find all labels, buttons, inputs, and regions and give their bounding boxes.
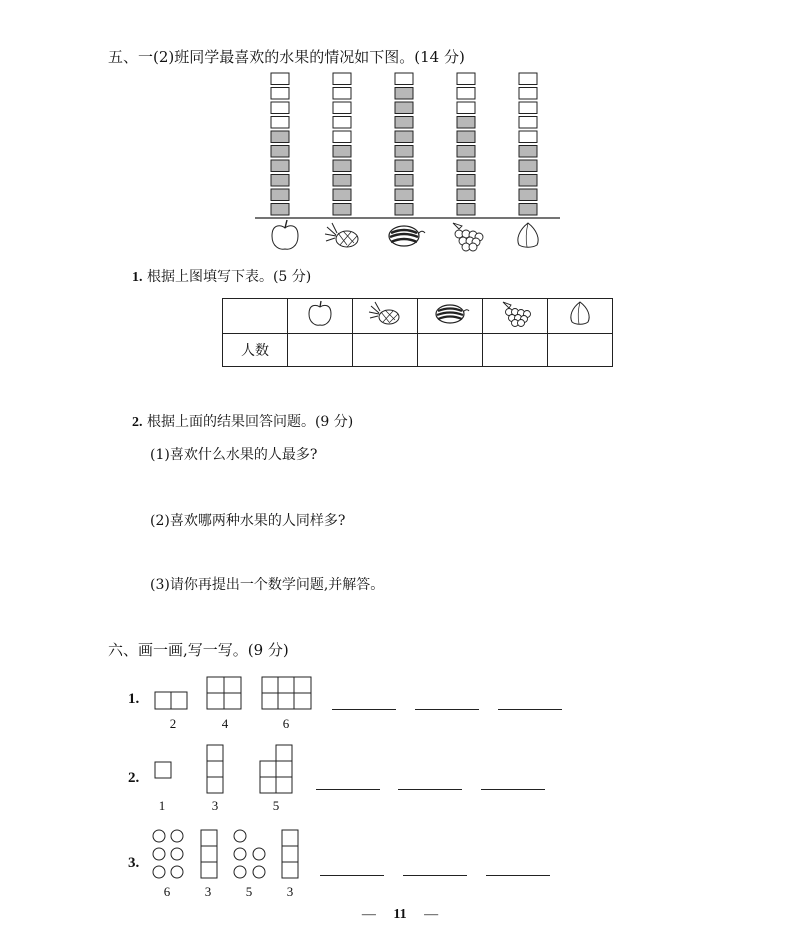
table-row-label: 人数 bbox=[223, 334, 288, 367]
row-2-label-3: 5 bbox=[272, 798, 280, 813]
footer-dash-left: — bbox=[361, 907, 376, 922]
row-3-blank-1[interactable] bbox=[320, 875, 384, 876]
row-1-label-1: 2 bbox=[169, 716, 177, 731]
sub-question-1: (1)喜欢什么水果的人最多? bbox=[150, 447, 318, 463]
row-2-number: 2. bbox=[128, 770, 140, 786]
question-2-text: 根据上面的结果回答问题。(9 分) bbox=[146, 414, 354, 430]
sub-question-2: (2)喜欢哪两种水果的人同样多? bbox=[150, 513, 346, 529]
row-1-label-2: 4 bbox=[221, 716, 229, 731]
question-2-number: 2. bbox=[132, 415, 143, 430]
row-2-label-1: 1 bbox=[158, 798, 166, 813]
section5-title: 五、一(2)班同学最喜欢的水果的情况如下图。(14 分) bbox=[108, 48, 465, 66]
question-1-number: 1. bbox=[132, 270, 143, 285]
row-3-label-4: 3 bbox=[286, 884, 294, 899]
page-number: 11 bbox=[393, 907, 407, 922]
row-3-label-1: 6 bbox=[163, 884, 171, 899]
row-1-number: 1. bbox=[128, 691, 140, 707]
footer-dash-right: — bbox=[424, 907, 439, 922]
row-3-number: 3. bbox=[128, 855, 140, 871]
sub-question-3: (3)请你再提出一个数学问题,并解答。 bbox=[150, 577, 385, 593]
row-3-label-2: 3 bbox=[204, 884, 212, 899]
question-1-text: 根据上图填写下表。(5 分) bbox=[146, 269, 312, 285]
row-1-label-3: 6 bbox=[282, 716, 290, 731]
row-3-label-3: 5 bbox=[245, 884, 253, 899]
row-2-label-2: 3 bbox=[211, 798, 219, 813]
section6-title: 六、画一画,写一写。(9 分) bbox=[108, 641, 289, 659]
row-3-blank-2[interactable] bbox=[403, 875, 467, 876]
row-3-blank-3[interactable] bbox=[486, 875, 550, 876]
page-footer bbox=[0, 907, 800, 923]
